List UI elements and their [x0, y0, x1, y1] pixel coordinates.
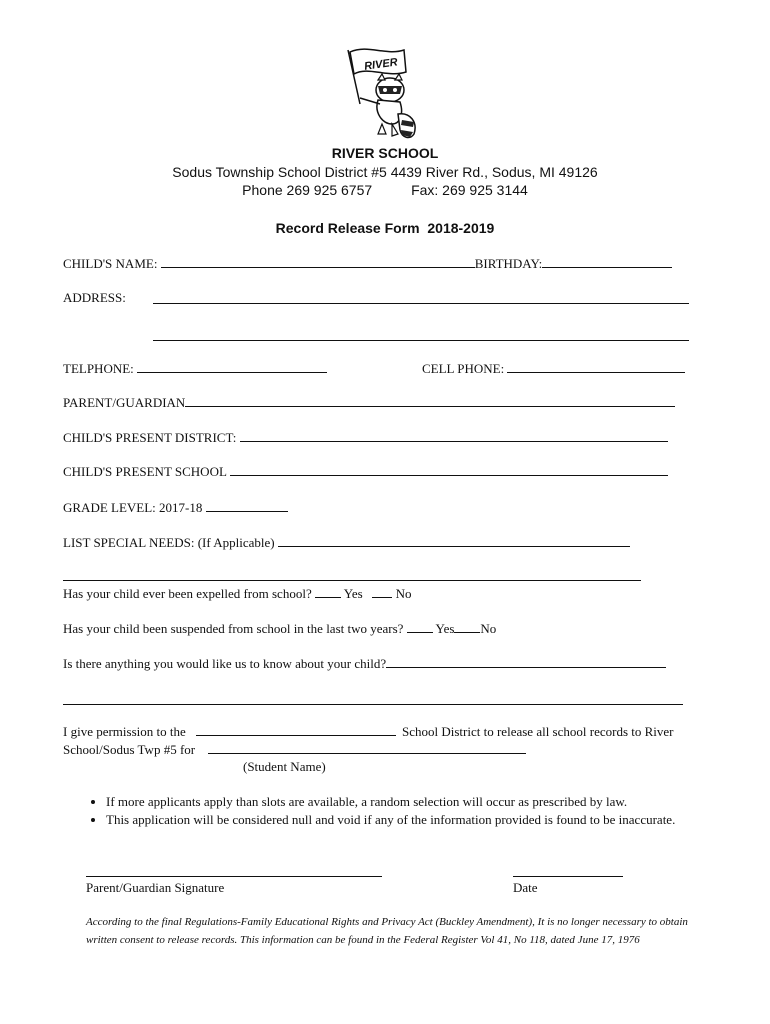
- date-line[interactable]: [513, 876, 623, 877]
- present-school-input[interactable]: [230, 463, 668, 476]
- expelled-yes-label: Yes: [343, 586, 363, 601]
- anything-question-row: [63, 655, 666, 672]
- childs-name-input[interactable]: [161, 255, 475, 268]
- cell-phone-input[interactable]: [507, 360, 685, 373]
- notice-item: • This application will be considered null and void if any of the information provided is found to be inaccurate.: [106, 811, 726, 829]
- permission-text-2: School District to release all school records to River: [402, 724, 674, 739]
- special-needs-input-line-2[interactable]: [63, 580, 641, 581]
- cell-phone-row: [422, 360, 685, 377]
- special-needs-row: [63, 534, 630, 551]
- present-district-input[interactable]: [240, 429, 668, 442]
- birthday-label: BIRTHDAY:: [474, 256, 543, 271]
- form-title: Record Release Form 2018-2019: [275, 220, 495, 236]
- parent-signature-label: Parent/Guardian Signature: [86, 880, 225, 895]
- special-needs-input[interactable]: [278, 534, 630, 547]
- cell-phone-label: CELL PHONE:: [422, 361, 505, 376]
- present-school-label: CHILD'S PRESENT SCHOOL: [63, 464, 227, 479]
- anything-input-line-2[interactable]: [63, 704, 683, 705]
- childs-name-label: CHILD'S NAME:: [63, 256, 158, 271]
- grade-level-input[interactable]: [206, 499, 288, 512]
- childs-name-row: [63, 255, 672, 272]
- anything-input[interactable]: [386, 655, 666, 668]
- student-name-caption: (Student Name): [243, 759, 326, 774]
- parent-guardian-row: [63, 394, 675, 411]
- expelled-question: Has your child ever been expelled from school?: [63, 586, 312, 601]
- suspended-no-blank[interactable]: [454, 620, 480, 633]
- releasing-district-input[interactable]: [196, 723, 396, 736]
- permission-text-1: I give permission to the: [63, 724, 186, 739]
- school-address: Sodus Township School District #5 4439 River Rd., Sodus, MI 49126: [172, 164, 598, 180]
- telephone-input[interactable]: [137, 360, 327, 373]
- suspended-question: Has your child been suspended from school in the last two years?: [63, 621, 404, 636]
- expelled-no-label: No: [395, 586, 412, 601]
- suspended-no-label: No: [480, 621, 497, 636]
- parent-guardian-input[interactable]: [185, 394, 675, 407]
- present-district-row: [63, 429, 668, 446]
- school-name: RIVER SCHOOL: [331, 145, 439, 161]
- permission-row-1: [63, 723, 674, 740]
- expelled-no-blank[interactable]: [372, 585, 392, 598]
- expelled-question-row: [63, 585, 412, 602]
- grade-level-label: GRADE LEVEL: 2017-18: [63, 500, 203, 515]
- suspended-yes-blank[interactable]: [407, 620, 433, 633]
- school-phone-fax: Phone 269 925 6757 Fax: 269 925 3144: [242, 182, 528, 198]
- special-needs-label: LIST SPECIAL NEEDS: (If Applicable): [63, 535, 275, 550]
- student-name-input[interactable]: [208, 741, 526, 754]
- grade-level-row: [63, 499, 288, 516]
- notice-list: [86, 793, 726, 829]
- permission-text-3: School/Sodus Twp #5 for: [63, 742, 196, 757]
- parent-guardian-label: PARENT/GUARDIAN: [63, 395, 186, 410]
- permission-row-2: [63, 741, 526, 758]
- telephone-row: [63, 360, 327, 377]
- anything-question: Is there anything you would like us to know about your child?: [63, 656, 387, 671]
- telephone-label: TELPHONE:: [63, 361, 134, 376]
- birthday-input[interactable]: [542, 255, 672, 268]
- river-school-raccoon-logo: [338, 42, 422, 142]
- expelled-yes-blank[interactable]: [315, 585, 341, 598]
- logo-banner-text: RIVER: [363, 56, 399, 73]
- present-district-label: CHILD'S PRESENT DISTRICT:: [63, 430, 237, 445]
- suspended-question-row: [63, 620, 496, 637]
- address-input-line-2[interactable]: [153, 340, 689, 341]
- ferpa-footnote: According to the final Regulations-Family Educational Rights and Privacy Act (Buckley Amendment), It is no longer necessary to obtain written consent to release records. This information can be found in the Federal Register Vol 41, No 118, dated June 17, 1976: [86, 916, 688, 946]
- address-input-line-1[interactable]: [153, 303, 689, 304]
- notice-item: • If more applicants apply than slots are available, a random selection will occur as prescribed by law.: [106, 793, 726, 811]
- parent-signature-line[interactable]: [86, 876, 382, 877]
- present-school-row: [63, 463, 668, 480]
- address-label: ADDRESS:: [63, 290, 126, 305]
- suspended-yes-label: Yes: [435, 621, 455, 636]
- date-label: Date: [513, 880, 538, 895]
